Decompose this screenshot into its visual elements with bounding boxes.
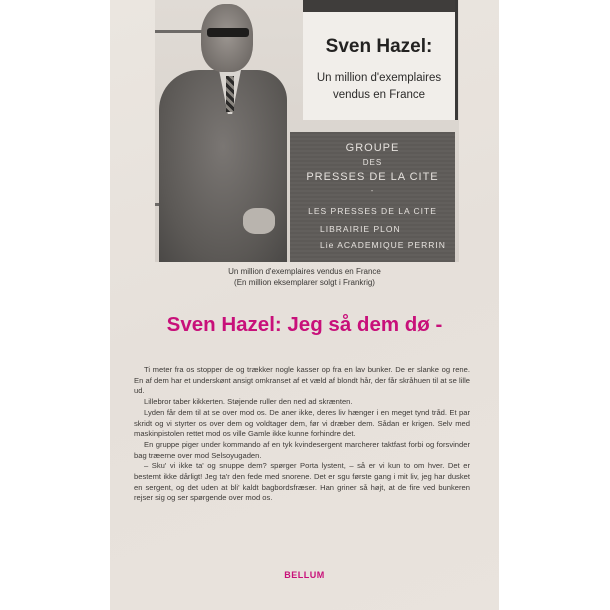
publisher-plaque — [290, 132, 455, 262]
man-coat — [159, 70, 287, 262]
blurb-paragraph: – Sku' vi ikke ta' og snuppe dem? spørger Porta lystent, – så er vi kun to om hver. Det er bestemt ikke dårligt! Jeg ta'r den fede med snorene. Det er sgu første gang i mit liv, jeg har dusket en sergent, og det uden at bli' kaldt bagbordsfræser. Han griner så højt, at de fire ved bunkeren rejser sig og ser spørgende over mod os. — [134, 461, 470, 503]
man-head — [201, 4, 253, 72]
plaque-line: PRESSES DE LA CITE — [306, 171, 439, 183]
photo-caption-danish: (En million eksemplarer solgt i Frankrig) — [234, 278, 375, 287]
blurb-paragraph: Ti meter fra os stopper de og trækker nogle kasser op fra en lav bunker. De er slanke og rene. En af dem har et underskønt ansigt omkranset af et væld af blondt hår, der får skråhuen til at se lille ud. — [134, 365, 470, 396]
publisher-name: BELLUM — [284, 570, 325, 580]
man-tie — [226, 76, 234, 112]
sign-subtitle-line1: Un million d'exemplaires — [316, 72, 442, 84]
blurb-paragraph: Lyden får dem til at se over mod os. De aner ikke, deres liv hænger i en meget tynd tråd. Et par skridt og vi styrter os over dem og voldtager dem, før vi dræber dem. Sådan er krigen. Selv med maskinpistolen rettet mod os ville Gamle ikke kunne forhindre det. — [134, 407, 470, 439]
blurb-paragraph: Lillebror taber kikkerten. Støjende ruller den ned ad skrænten. — [144, 397, 353, 407]
man-hands — [243, 208, 275, 234]
blurb-text — [134, 365, 470, 504]
plaque-line: LES PRESSES DE LA CITE — [308, 206, 437, 216]
man-sunglasses — [207, 28, 249, 37]
photo-caption-french: Un million d'exemplaires vendus en France — [228, 267, 381, 276]
plaque-line: GROUPE — [345, 142, 400, 154]
blurb-paragraph: En gruppe piger under kommando af en tyk kvindesergent marcherer taktfast forbi og forsvinder bag træerne over mod Selsoyugaden. — [134, 439, 470, 460]
plaque-line: Lie ACADEMIQUE PERRIN — [320, 240, 446, 250]
sign-top — [303, 0, 458, 120]
plaque-line: - — [370, 188, 375, 195]
book-back-cover — [110, 0, 499, 610]
sign-strip — [303, 0, 455, 12]
plaque-line: LIBRAIRIE PLON — [320, 224, 401, 234]
sign-subtitle-line2: vendus en France — [332, 89, 426, 101]
author-photo — [155, 0, 459, 262]
book-headline: Sven Hazel: Jeg så dem dø - — [166, 313, 443, 336]
sign-title: Sven Hazel: — [325, 36, 433, 57]
plaque-line: DES — [362, 158, 383, 167]
